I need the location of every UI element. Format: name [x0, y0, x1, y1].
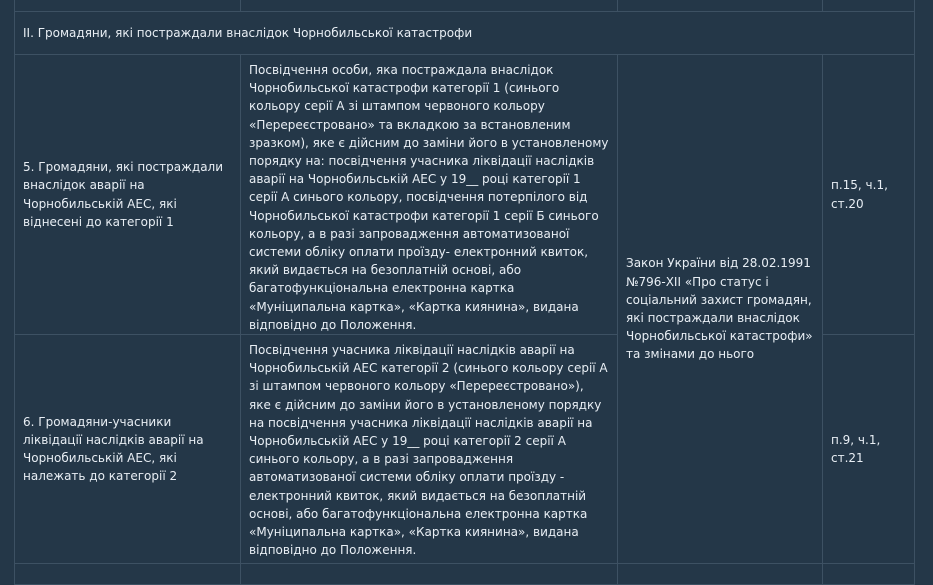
benefits-table [14, 0, 915, 585]
previous-cell [823, 0, 915, 12]
previous-cell [618, 0, 823, 12]
document-cell: Посвідчення учасника ліквідації наслідків аварії на Чорнобильській АЕС категорії 2 (синього кольору серії А зі штампом червоного кольору «Перереєстровано»), яке є дійсним до заміни його в установленому порядку на посвідчення учасника ліквідації наслідків аварії на Чорнобильській АЕС у 19__ році категорії 2 серії А синього кольору, а в разі запровадження автоматизованої системи обліку оплати проїзду - електронний квиток, який видається на безоплатній основі, або багатофункціональна електронна картка «Муніципальна картка», «Картка киянина», видана відповідно до Положення. [241, 335, 618, 564]
next-cell [823, 564, 915, 585]
previous-cell [15, 0, 241, 12]
law-cell: Закон України від 28.02.1991 №796-ХІІ «Про статус і соціальний захист громадян, які постраждали внаслідок Чорнобильської катастрофи» та змінами до нього [618, 55, 823, 564]
category-cell: 6. Громадяни-учасники ліквідації наслідків аварії на Чорнобильській АЕС, які належать до категорії 2 [15, 335, 241, 564]
table-row-next [15, 564, 915, 585]
reference-cell: п.9, ч.1, ст.21 [823, 335, 915, 564]
next-cell [15, 564, 241, 585]
next-cell [241, 564, 618, 585]
table-row [15, 55, 915, 335]
section-title: II. Громадяни, які постраждали внаслідок Чорнобильської катастрофи [15, 12, 915, 55]
next-cell [618, 564, 823, 585]
document-cell: Посвідчення особи, яка постраждала внаслідок Чорнобильської катастрофи категорії 1 (синього кольору серії А зі штампом червоного кольору «Перереєстровано» та вкладкою за встановленим зразком), яке є дійсним до заміни його в установленому порядку на: посвідчення учасника ліквідації наслідків аварії на Чорнобильській АЕС у 19__ році категорії 1 серії А синього кольору, посвідчення потерпілого від Чорнобильської катастрофи категорії 1 серії Б синього кольору, а в разі запровадження автоматизованої системи обліку оплати проїзду- електронний квиток, який видається на безоплатній основі, або багатофункціональна електронна картка «Муніципальна картка», «Картка киянина», видана відповідно до Положення. [241, 55, 618, 335]
section-header-row [15, 12, 915, 55]
category-cell: 5. Громадяни, які постраждали внаслідок аварії на Чорнобильській АЕС, які віднесені до категорії 1 [15, 55, 241, 335]
reference-cell: п.15, ч.1, ст.20 [823, 55, 915, 335]
table-row-previous [15, 0, 915, 12]
previous-cell [241, 0, 618, 12]
